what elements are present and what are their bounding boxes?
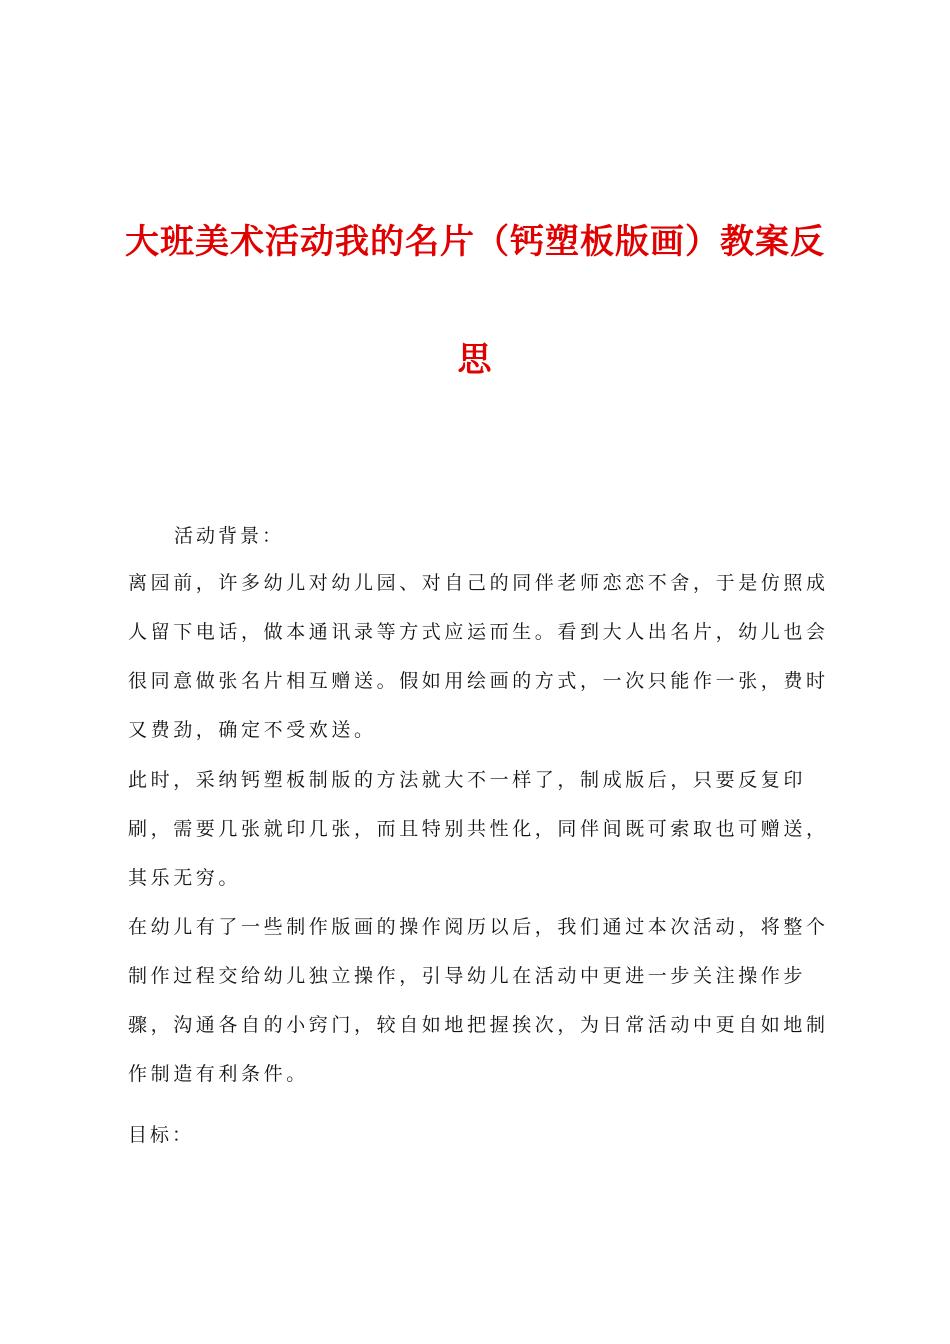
document-title-line-2: 思 <box>457 340 493 380</box>
paragraph-3: 在幼儿有了一些制作版画的操作阅历以后，我们通过本次活动，将整个制作过程交给幼儿独立操作，引导幼儿在活动中更进一步关注操作步骤，沟通各自的小窍门，较自如地把握挨次，为日常活动中更自如地制作制造有利条件。 <box>128 916 829 1085</box>
section-heading-background: 活动背景： <box>174 525 285 547</box>
document-title-line-1: 大班美术活动我的名片（钙塑板版画）教案反 <box>125 222 825 262</box>
paragraph-2: 此时，采纳钙塑板制版的方法就大不一样了，制成版后，只要反复印刷，需要几张就印几张，而且特别共性化，同伴间既可索取也可赠送，其乐无穷。 <box>128 769 829 889</box>
paragraph-1: 离园前，许多幼儿对幼儿园、对自己的同伴老师恋恋不舍，于是仿照成人留下电话，做本通讯录等方式应运而生。看到大人出名片，幼儿也会很同意做张名片相互赠送。假如用绘画的方式，一次只能作一张，费时又费劲，确定不受欢送。 <box>128 572 829 741</box>
section-heading-goal: 目标： <box>128 1124 195 1146</box>
